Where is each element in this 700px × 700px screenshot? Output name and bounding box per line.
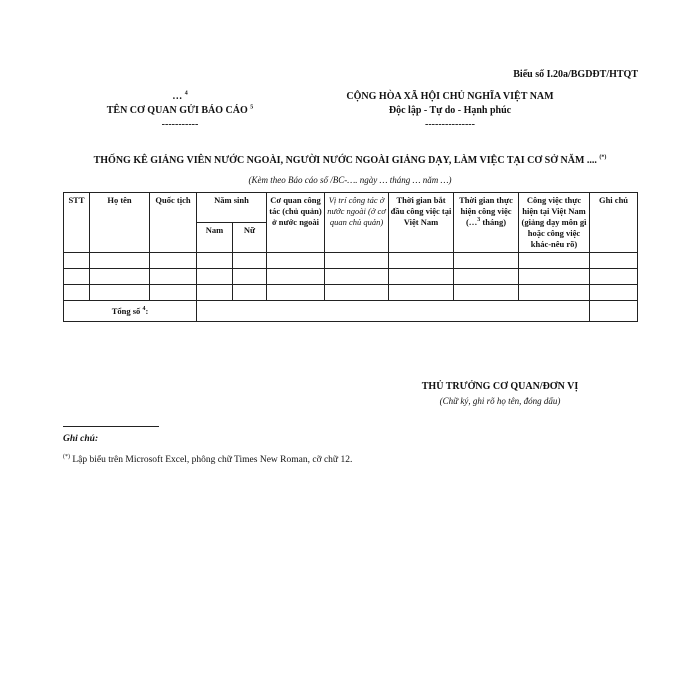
col-stt: STT [64, 193, 90, 253]
note-item: (*) Lập biểu trên Microsoft Excel, phông chữ Times New Roman, cỡ chữ 12. [63, 453, 353, 465]
table-row [64, 285, 638, 301]
col-male: Nam [197, 223, 233, 253]
total-label: Tổng số $^4$: [64, 301, 197, 322]
notes-heading: Ghi chú: [63, 434, 99, 444]
national-motto: Độc lập - Tự do - Hạnh phúc [388, 105, 512, 116]
document-title: THỐNG KÊ GIẢNG VIÊN NƯỚC NGOÀI, NGƯỜI NƯỚC NGOÀI GIẢNG DẠY, LÀM VIỆC TẠI CƠ SỞ NĂM .... (*) [93, 154, 607, 166]
col-position: Vị trí công tác ở nước ngoài (ở cơ quan chủ quản) [325, 193, 389, 253]
footnote-divider [63, 426, 159, 427]
footnote-mark: 3 [477, 217, 481, 224]
title-footnote-mark: (*) [599, 154, 607, 161]
report-table [63, 192, 638, 322]
col-work-vn: Công việc thực hiện tại Việt Nam (giảng dạy môn gì hoặc công việc khác-nêu rõ) [519, 193, 590, 253]
col-female: Nữ [233, 223, 267, 253]
signer-title: THỦ TRƯỞNG CƠ QUAN/ĐƠN VỊ [421, 381, 579, 392]
col-notes: Ghi chú [590, 193, 638, 253]
col-start-time: Thời gian bắt đầu công việc tại Việt Nam [389, 193, 454, 253]
document-subtitle: (Kèm theo Báo cáo số /BC-…. ngày … tháng … năm …) [248, 175, 452, 185]
total-row [64, 301, 638, 322]
signer-note: (Chữ ký, ghi rõ họ tên, đóng dấu) [439, 396, 561, 406]
col-nationality: Quốc tịch [150, 193, 197, 253]
footnote-mark: 5 [250, 104, 254, 111]
agency-name: TÊN CƠ QUAN GỬI BÁO CÁO $^5$ [106, 104, 254, 116]
header-row [64, 193, 638, 223]
table-row [64, 269, 638, 285]
col-birth-year: Năm sinh [197, 193, 267, 223]
agency-placeholder: … $^4$ [172, 90, 188, 102]
col-name: Họ tên [90, 193, 150, 253]
agency-dashes: ----------- [161, 119, 199, 130]
form-code: Biểu số I.20a/BGDĐT/HTQT [513, 69, 638, 80]
total-notes [590, 301, 638, 322]
motto-dashes: --------------- [425, 119, 475, 130]
footnote-mark: 4 [142, 305, 146, 312]
col-agency: Cơ quan công tác (chủ quản) ở nước ngoài [267, 193, 325, 253]
table-row [64, 253, 638, 269]
footnote-mark: 4 [184, 90, 188, 97]
col-duration: Thời gian thực hiện công việc (…$^3$ tháng) [454, 193, 519, 253]
footnote-mark: (*) [63, 453, 70, 460]
country-name: CỘNG HÒA XÃ HỘI CHỦ NGHĨA VIỆT NAM [346, 91, 554, 102]
national-header [330, 90, 570, 132]
total-value [197, 301, 590, 322]
sender-agency-block [80, 90, 280, 132]
